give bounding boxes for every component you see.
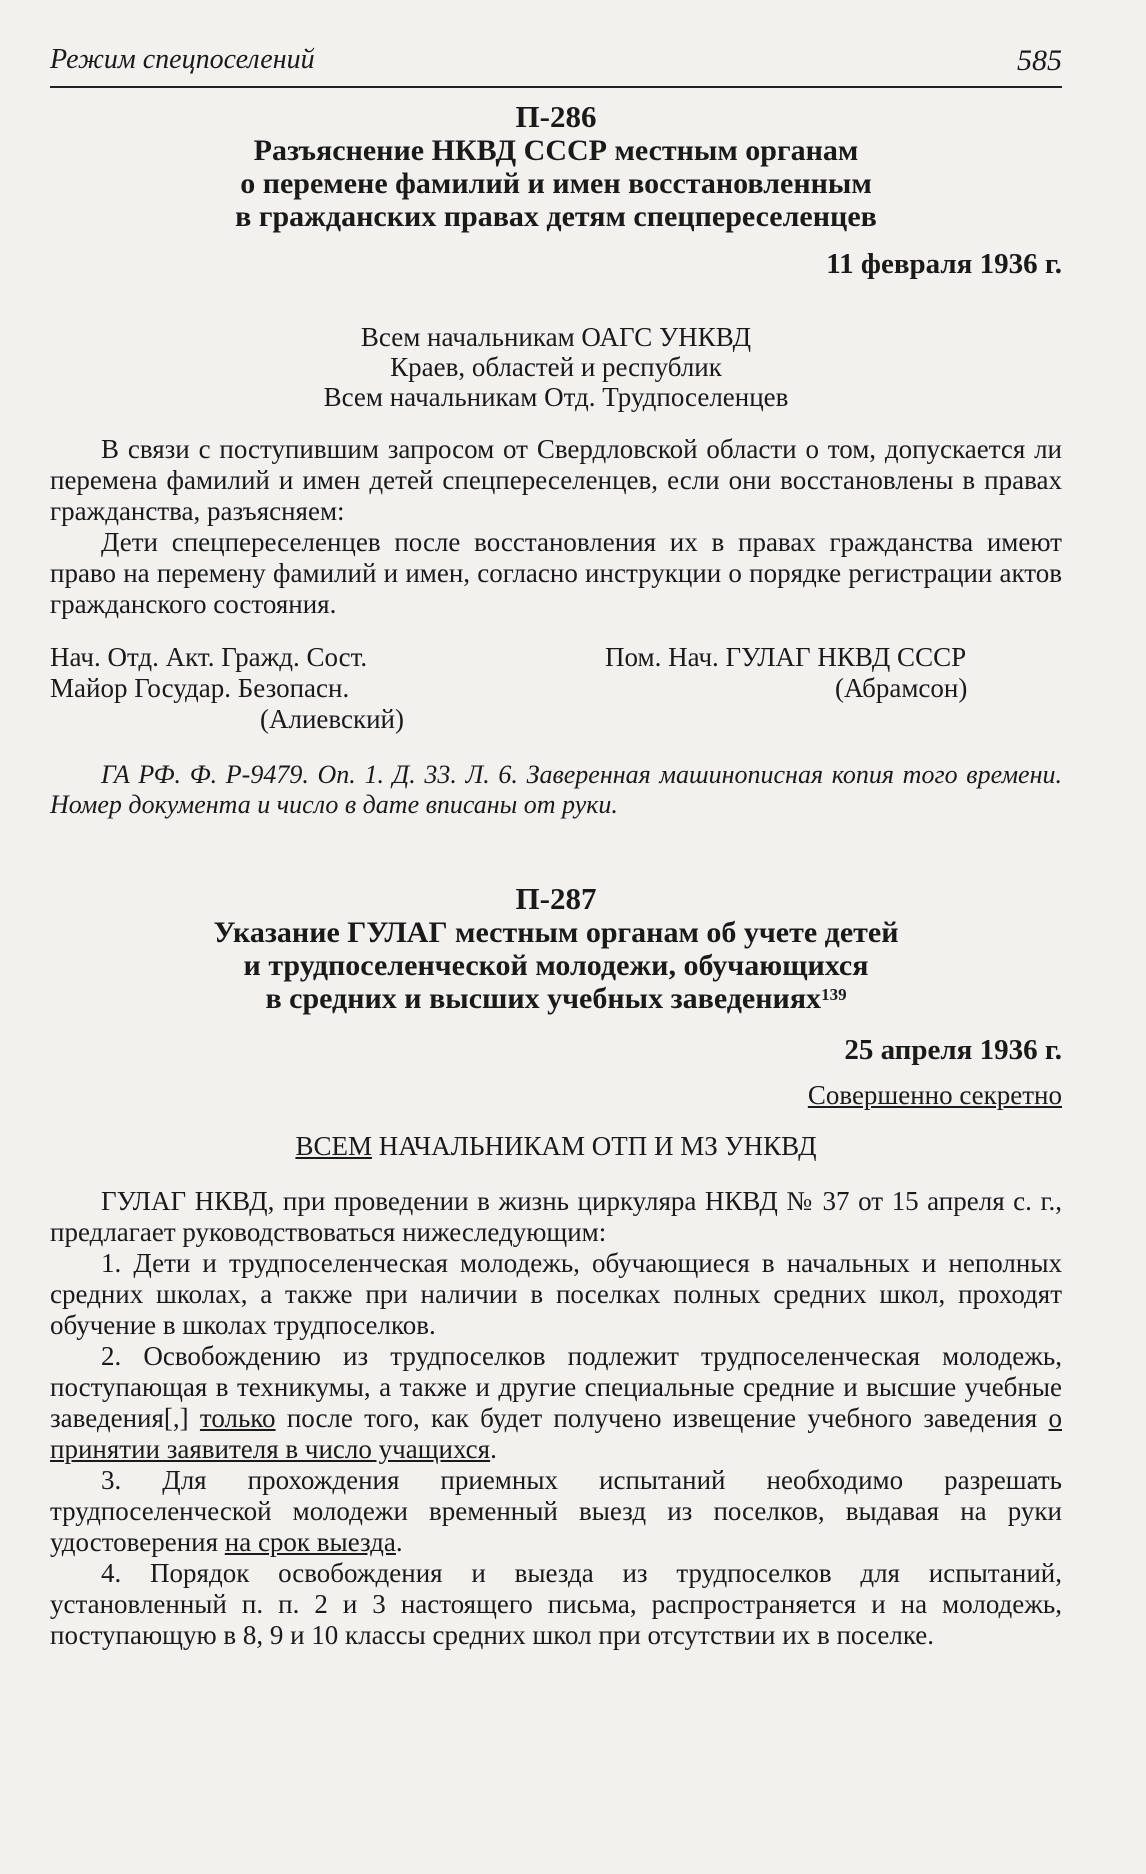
doc-title-line: и трудпоселенческой молодежи, обучающихся — [243, 949, 869, 982]
doc-title — [50, 134, 1062, 233]
doc-title-line: в гражданских правах детям спецпереселенцев — [235, 200, 877, 233]
paragraph: 4. Порядок освобождения и выезда из трудпоселков для испытаний, установленный п. п. 2 и 3 настоящего письма, распространяется и на молодежь, поступающую в 8, 9 и 10 классы средних школ при отсутствии их в поселке. — [50, 1558, 1062, 1650]
doc-number: П-286 — [515, 99, 597, 134]
signature-right — [605, 642, 967, 704]
recipient-rest: НАЧАЛЬНИКАМ ОТП И МЗ УНКВД — [371, 1131, 817, 1161]
signature-line: Майор Государ. Безопасн. — [50, 673, 350, 703]
classification-text: Совершенно секретно — [807, 1080, 1062, 1110]
signature-line: Пом. Нач. ГУЛАГ НКВД СССР — [605, 642, 967, 672]
paragraph: ГУЛАГ НКВД, при проведении в жизнь циркуляра НКВД № 37 от 15 апреля с. г., предлагает руководствоваться нижеследующим: — [50, 1186, 1062, 1247]
paragraph: В связи с поступившим запросом от Свердловской области о том, допускается ли перемена фамилий и имен детей спецпереселенцев, если они восстановлены в правах гражданства, разъясняем: — [50, 434, 1062, 526]
signatures — [50, 642, 1062, 742]
doc-title-line: о перемене фамилий и имен восстановленным — [240, 167, 872, 200]
paragraph — [50, 1465, 1062, 1558]
text-run: . — [490, 1434, 497, 1464]
recipient-underlined: ВСЕМ — [295, 1131, 372, 1161]
signature-line: Нач. Отд. Акт. Гражд. Сост. — [50, 642, 368, 672]
paragraph: 1. Дети и трудпоселенческая молодежь, обучающиеся в начальных и неполных средних школах, а также при наличии в поселках полных средних школ, проходят обучение в школах трудпоселков. — [50, 1248, 1062, 1340]
address-line: Всем начальникам Отд. Трудпоселенцев — [323, 382, 789, 412]
signature-left — [50, 642, 404, 735]
paragraph: Дети спецпереселенцев после восстановления их в правах гражданства имеют право на перемену фамилий и имен, согласно инструкции о порядке регистрации актов гражданского состояния. — [50, 527, 1062, 619]
address-line: Всем начальникам ОАГС УНКВД — [360, 322, 752, 352]
text-run: после того, как будет получено извещение учебного заведения — [275, 1403, 1049, 1433]
document-p286 — [50, 100, 1062, 820]
page-number: 585 — [1017, 44, 1062, 77]
underlined-text: только — [199, 1403, 276, 1433]
paragraph — [50, 1341, 1062, 1465]
doc-number: П-287 — [515, 881, 597, 916]
doc-title-line: Разъяснение НКВД СССР местным органам — [253, 134, 859, 167]
doc-date: 25 апреля 1936 г. — [844, 1034, 1062, 1066]
text-run: 3. Для прохождения приемных испытаний необходимо разрешать трудпоселенческой молодежи временный выезд из поселков, выдавая на руки удостоверения — [50, 1465, 1062, 1557]
document-p287 — [50, 882, 1062, 1651]
text-run: 2. Освобождению из трудпоселков подлежит трудпоселенческая молодежь, поступающая в техникумы, а также и другие специальные средние и высшие учебные заведения[,] — [50, 1341, 1062, 1433]
recipient-line — [50, 1131, 1062, 1162]
running-head — [50, 40, 1062, 88]
doc-title-line — [50, 982, 1062, 1019]
archival-source: ГА РФ. Ф. Р-9479. Оп. 1. Д. 33. Л. 6. Заверенная машинописная копия того времени. Номер документа и число в дате вписаны от руки. — [50, 760, 1062, 819]
underlined-text: о принятии заявителя в число учащихся — [50, 1403, 1063, 1464]
running-head-title: Режим спецпоселений — [50, 44, 315, 75]
address-line: Краев, областей и республик — [390, 352, 722, 382]
doc-date: 11 февраля 1936 г. — [826, 248, 1062, 280]
doc-title — [50, 916, 1062, 1019]
classification-mark — [50, 1080, 1062, 1111]
signature-name: (Алиевский) — [260, 704, 404, 734]
doc-title-line: Указание ГУЛАГ местным органам об учете детей — [213, 916, 899, 949]
address-block — [50, 322, 1062, 412]
underlined-text: на срок выезда — [224, 1527, 396, 1557]
doc-title-text: в средних и высших учебных заведениях — [265, 982, 822, 1015]
footnote-marker[interactable]: 139 — [821, 985, 847, 1004]
signature-name: (Абрамсон) — [835, 673, 968, 703]
page-content — [50, 100, 1062, 1651]
text-run: . — [395, 1527, 403, 1557]
